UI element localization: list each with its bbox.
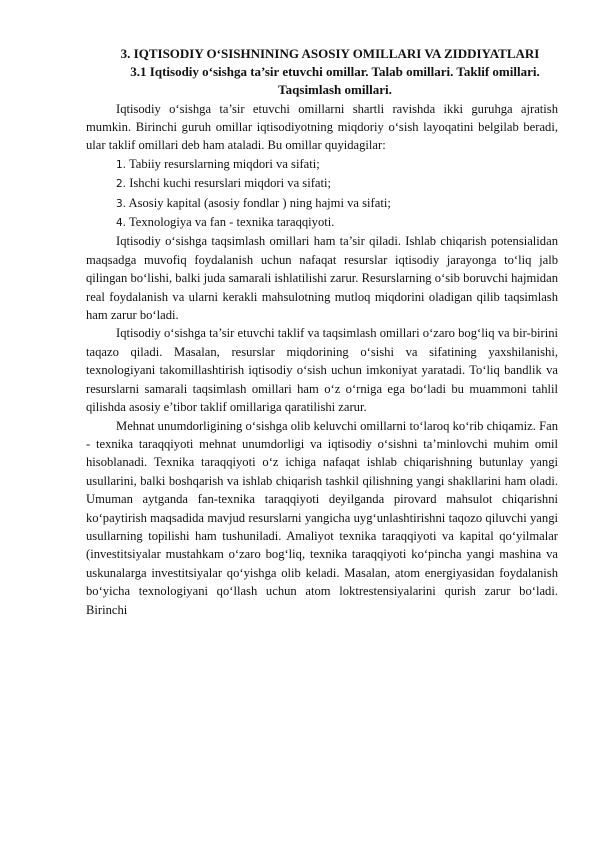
list-item-number: 3. — [116, 197, 127, 210]
list-item-number: 1. — [116, 158, 127, 171]
list-item-text: Asosiy kapital (asosiy fondlar ) ning hajmi va sifati; — [128, 195, 391, 210]
chapter-title: 3. IQTISODIY O‘SISHNINING ASOSIY OMILLARI VA ZIDDIYATLARI — [120, 46, 540, 61]
paragraph-interdependence: Iqtisodiy o‘sishga ta’sir etuvchi taklif va taqsimlash omillari o‘zaro bog‘liq va bir-birini taqazo qiladi. Masalan, resurslar miqdorining o‘sishi va sifatining yaxshilanishi, texnologiyani takomillashtirish iqtisodiy o‘sish uchun imkoniyat yaratadi. To‘liq bandlik va resurslarni samarali taqsimlash omillari ham o‘z o‘rniga ega bo‘ladi bu muammoni tahlil qilishda asosiy e’tibor taklif omillariga qaratilishi zarur. — [86, 326, 558, 415]
list-item — [86, 213, 558, 232]
factors-list — [86, 155, 558, 233]
list-item — [86, 155, 558, 174]
paragraph-distribution-factors: Iqtisodiy o‘sishga taqsimlash omillari ham ta’sir qiladi. Ishlab chiqarish potensialidan maqsadga muvofiq foydalanish uchun nafaqat resurslar iqtisodiy jarayonga to‘liq jalb qilingan bo‘lishi, balki juda samarali ishlatilishi zarur. Resurslarning o‘sib boruvchi hajmidan real foydalanish va ularni kerakli mahsulotning mutloq miqdorini oladigan qilib taqsimlash ham zarur bo‘ladi. — [86, 234, 558, 323]
paragraph-labor-productivity: Mehnat unumdorligining o‘sishga olib keluvchi omillarni to‘laroq ko‘rib chiqamiz. Fan - texnika taraqqiyoti mehnat unumdorligi va iqtisodiy o‘sishni ta’minlovchi muhim omil hisoblanadi. Texnika taraqqiyoti o‘z ichiga nafaqat ishlab chiqarishning butunlay yangi usullarini, balki boshqarish va ishlab chiqarish tashkil qilishning yangi shakllarini ham oladi. Umuman aytganda fan-texnika taraqqiyoti deyilganda pirovard mahsulot chiqarishni ko‘paytirish maqsadida mavjud resurslarni yangicha uyg‘unlashtirishni taqozo qiluvchi yangi usullarning topilishi ham tushuniladi. Amaliyot texnika taraqqiyoti va kapital qo‘yilmalar (investitsiyalar mustahkam o‘zaro bog‘liq, texnika taraqqiyoti ko‘pincha yangi mashina va uskunalarga investitsiyalar qo‘yishga olib keladi. Masalan, atom energiyasidan foydalanish bo‘yicha texnologiyani qo‘llash uchun atom loktrestensiyalarini qurish zarur bo‘ladi. Birinchi — [86, 418, 558, 617]
list-item-text: Tabiiy resurslarning miqdori va sifati; — [128, 156, 320, 171]
list-item — [86, 194, 558, 213]
list-item-text: Texnologiya va fan - texnika taraqqiyoti. — [128, 215, 335, 230]
list-item — [86, 174, 558, 193]
list-item-number: 4. — [116, 217, 127, 230]
section-subtitle: 3.1 Iqtisodiy o‘sishga ta’sir etuvchi omillar. Talab omillari. Taklif omillari. Taqsimlash omillari. — [130, 64, 540, 98]
list-item-text: Ishchi kuchi resurslari miqdori va sifati; — [129, 176, 331, 191]
list-item-number: 2. — [116, 178, 127, 191]
paragraph-intro: Iqtisodiy o‘sishga ta’sir etuvchi omillarni shartli ravishda ikki guruhga ajratish mumkin. Birinchi guruh omillar iqtisodiyotning miqdoriy o‘sish layoqatini belgilab beradi, ular taklif omillari deb ham ataladi. Bu omillar quyidagilar: — [86, 101, 558, 153]
